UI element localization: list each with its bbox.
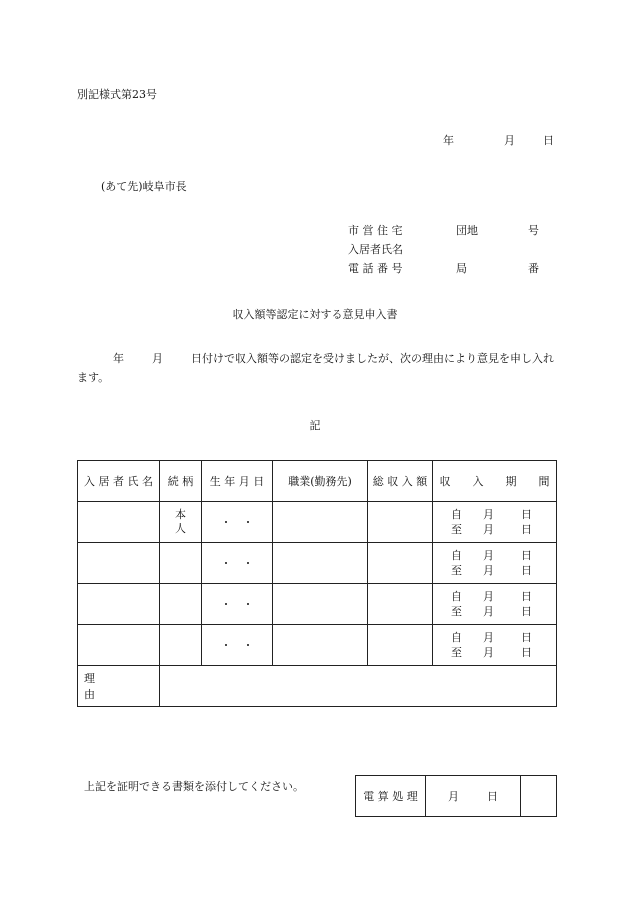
dob-cell[interactable]: ・ ・ bbox=[202, 625, 273, 666]
header-relation: 続 柄 bbox=[160, 461, 202, 502]
relation-cell[interactable] bbox=[160, 625, 202, 666]
income-cell[interactable] bbox=[368, 543, 433, 584]
name-cell[interactable] bbox=[78, 543, 160, 584]
body-sentence: 日付けで収入額等の認定を受けましたが、次の理由により意見を申し入れます。 bbox=[77, 352, 554, 384]
period-day: 日 bbox=[521, 605, 532, 618]
form-number: 別記様式第23号 bbox=[77, 88, 157, 101]
relation-cell[interactable] bbox=[160, 543, 202, 584]
header-dob: 生 年 月 日 bbox=[202, 461, 273, 502]
period-to: 至 bbox=[451, 523, 462, 536]
relation-text: 本 bbox=[175, 508, 186, 521]
resident-name-label: 入居者氏名 bbox=[348, 243, 403, 256]
period-day: 日 bbox=[521, 523, 532, 536]
reason-label: 理 由 bbox=[78, 666, 160, 707]
period-from: 自 bbox=[451, 549, 462, 562]
period-from: 自 bbox=[451, 631, 462, 644]
period-day: 日 bbox=[521, 590, 532, 603]
table-header-row bbox=[78, 461, 557, 502]
proc-label: 電 算 処 理 bbox=[356, 776, 426, 817]
name-cell[interactable] bbox=[78, 584, 160, 625]
body-text bbox=[77, 349, 555, 387]
period-month: 月 bbox=[483, 605, 494, 618]
go-label: 号 bbox=[528, 224, 539, 237]
attachment-note: 上記を証明できる書類を添付してください。 bbox=[84, 780, 304, 793]
income-cell[interactable] bbox=[368, 584, 433, 625]
income-cell[interactable] bbox=[368, 502, 433, 543]
name-cell[interactable] bbox=[78, 625, 160, 666]
proc-month: 月 bbox=[448, 790, 459, 803]
occupation-cell[interactable] bbox=[273, 625, 368, 666]
occupation-cell[interactable] bbox=[273, 543, 368, 584]
occupation-cell[interactable] bbox=[273, 584, 368, 625]
period-day: 日 bbox=[521, 564, 532, 577]
header-income: 総 収 入 額 bbox=[368, 461, 433, 502]
danchi-label: 団地 bbox=[456, 224, 478, 237]
period-from: 自 bbox=[451, 508, 462, 521]
relation-cell[interactable] bbox=[160, 584, 202, 625]
table-row bbox=[78, 625, 557, 666]
processing-box bbox=[355, 775, 557, 817]
date-day: 日 bbox=[543, 134, 554, 147]
applicant-info bbox=[348, 222, 548, 279]
period-month: 月 bbox=[483, 508, 494, 521]
period-day: 日 bbox=[521, 646, 532, 659]
period-cell[interactable] bbox=[433, 543, 557, 584]
resident-table bbox=[77, 460, 557, 707]
dob-cell[interactable]: ・ ・ bbox=[202, 584, 273, 625]
kyoku-label: 局 bbox=[456, 262, 467, 275]
table-row bbox=[78, 502, 557, 543]
reason-row bbox=[78, 666, 557, 707]
period-month: 月 bbox=[483, 549, 494, 562]
date-year: 年 bbox=[443, 134, 454, 147]
proc-date[interactable] bbox=[426, 776, 521, 817]
ki-heading: 記 bbox=[309, 419, 321, 432]
occupation-cell[interactable] bbox=[273, 502, 368, 543]
period-month: 月 bbox=[483, 564, 494, 577]
period-month: 月 bbox=[483, 631, 494, 644]
date-month: 月 bbox=[504, 134, 515, 147]
period-to: 至 bbox=[451, 646, 462, 659]
relation-cell[interactable] bbox=[160, 502, 202, 543]
relation-text: 人 bbox=[175, 522, 186, 535]
date-line bbox=[443, 132, 554, 148]
period-month: 月 bbox=[483, 523, 494, 536]
period-month: 月 bbox=[483, 590, 494, 603]
period-cell[interactable] bbox=[433, 584, 557, 625]
body-month: 月 bbox=[152, 352, 163, 365]
table-row bbox=[78, 584, 557, 625]
proc-day: 日 bbox=[487, 790, 498, 803]
period-day: 日 bbox=[521, 549, 532, 562]
period-month: 月 bbox=[483, 646, 494, 659]
housing-label: 市 営 住 宅 bbox=[348, 224, 403, 237]
header-period: 収 入 期 間 bbox=[433, 461, 557, 502]
period-day: 日 bbox=[521, 631, 532, 644]
name-cell[interactable] bbox=[78, 502, 160, 543]
dob-cell[interactable]: ・ ・ bbox=[202, 543, 273, 584]
addressee: (あて先)岐阜市長 bbox=[101, 180, 187, 193]
period-cell[interactable] bbox=[433, 625, 557, 666]
period-from: 自 bbox=[451, 590, 462, 603]
income-cell[interactable] bbox=[368, 625, 433, 666]
document-title: 収入額等認定に対する意見申入書 bbox=[232, 308, 398, 321]
proc-check[interactable] bbox=[521, 776, 557, 817]
header-name: 入 居 者 氏 名 bbox=[78, 461, 160, 502]
dob-cell[interactable]: ・ ・ bbox=[202, 502, 273, 543]
reason-field[interactable] bbox=[160, 666, 557, 707]
body-year: 年 bbox=[113, 352, 124, 365]
period-to: 至 bbox=[451, 564, 462, 577]
phone-label: 電 話 番 号 bbox=[348, 262, 403, 275]
header-occupation: 職業(勤務先) bbox=[273, 461, 368, 502]
period-cell[interactable] bbox=[433, 502, 557, 543]
period-to: 至 bbox=[451, 605, 462, 618]
table-row bbox=[78, 543, 557, 584]
ban-label: 番 bbox=[528, 262, 539, 275]
period-day: 日 bbox=[521, 508, 532, 521]
